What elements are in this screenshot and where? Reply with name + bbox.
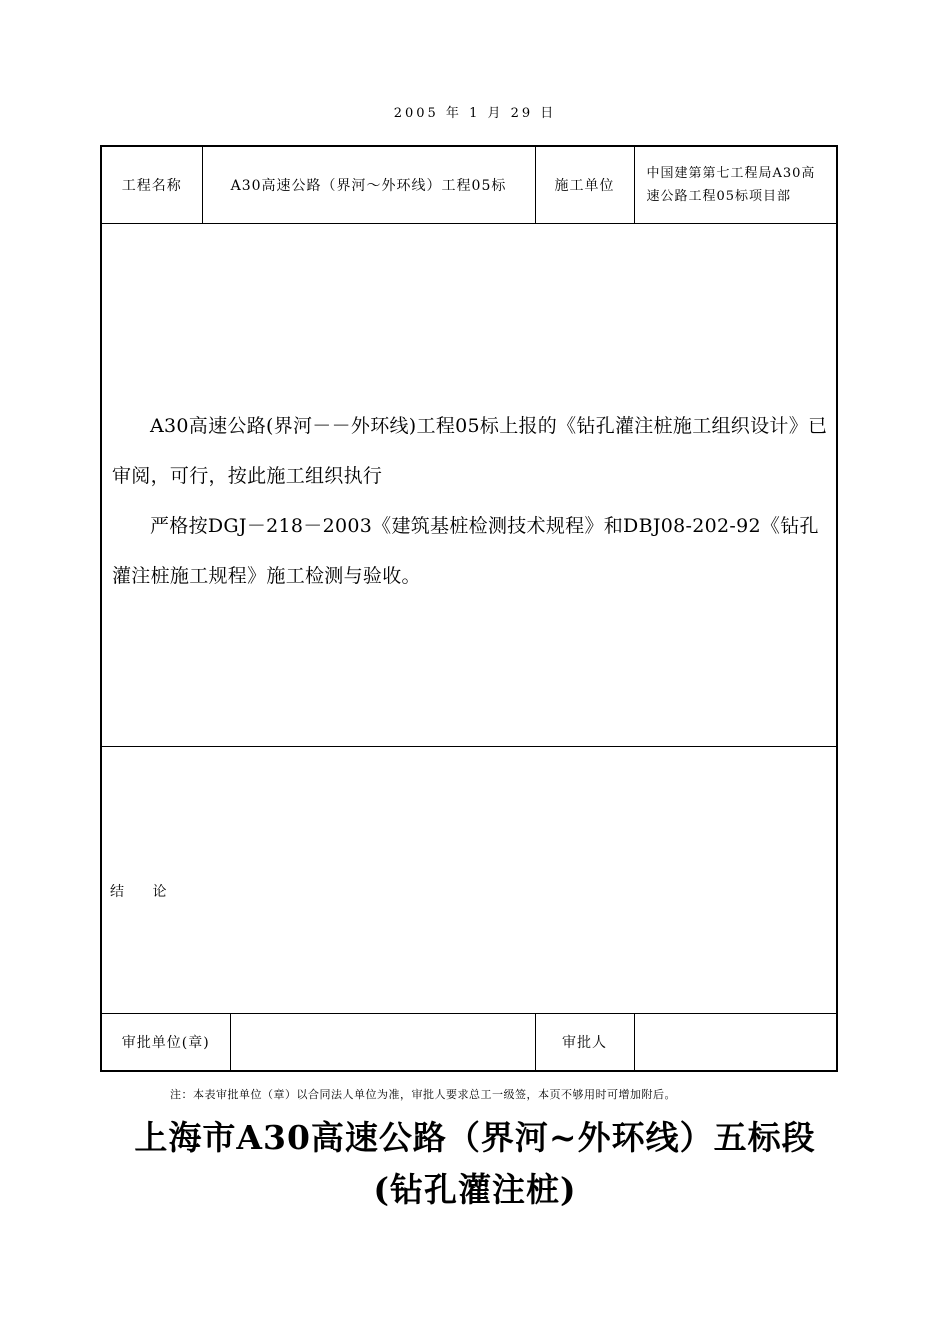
construction-unit-line2: 速公路工程05标项目部: [646, 189, 792, 204]
review-paragraph-1: A30高速公路(界河－－外环线)工程05标上报的《钻孔灌注桩施工组织设计》已审阅，可行，按此施工组织执行: [112, 415, 828, 487]
approval-unit-label: 审批单位(章): [101, 1014, 230, 1072]
form-date: 2005 年 1 月 29 日: [393, 106, 557, 121]
approver-label: 审批人: [535, 1014, 634, 1072]
construction-unit-line1: 中国建第第七工程局A30高: [646, 166, 816, 181]
approval-unit-value: [230, 1014, 535, 1072]
construction-unit-label: 施工单位: [535, 146, 634, 224]
conclusion-row: [101, 747, 837, 1014]
conclusion-cell: [101, 747, 837, 1014]
signature-row: [101, 1014, 837, 1072]
section-title-line1: 上海市A30高速公路（界河~外环线）五标段: [134, 1118, 816, 1157]
approver-value: [634, 1014, 837, 1072]
project-name-label: 工程名称: [101, 146, 202, 224]
review-opinion-row: [101, 224, 837, 747]
review-paragraph-2: 严格按DGJ－218－2003《建筑基桩检测技术规程》和DBJ08-202-92《钻孔灌注桩施工规程》施工检测与验收。: [112, 515, 819, 587]
project-name-value: A30高速公路（界河～外环线）工程05标: [202, 146, 535, 224]
form-footnote: 注：本表审批单位（章）以合同法人单位为准，审批人要求总工一级签，本页不够用时可增加附后。: [170, 1088, 676, 1101]
section-title-line2: (钻孔灌注桩): [373, 1170, 577, 1209]
conclusion-label: 结 论: [110, 884, 179, 900]
construction-unit-value: [634, 146, 837, 224]
approval-form-table: [100, 145, 838, 1072]
header-row: [101, 146, 837, 224]
review-opinion-cell: [101, 224, 837, 747]
